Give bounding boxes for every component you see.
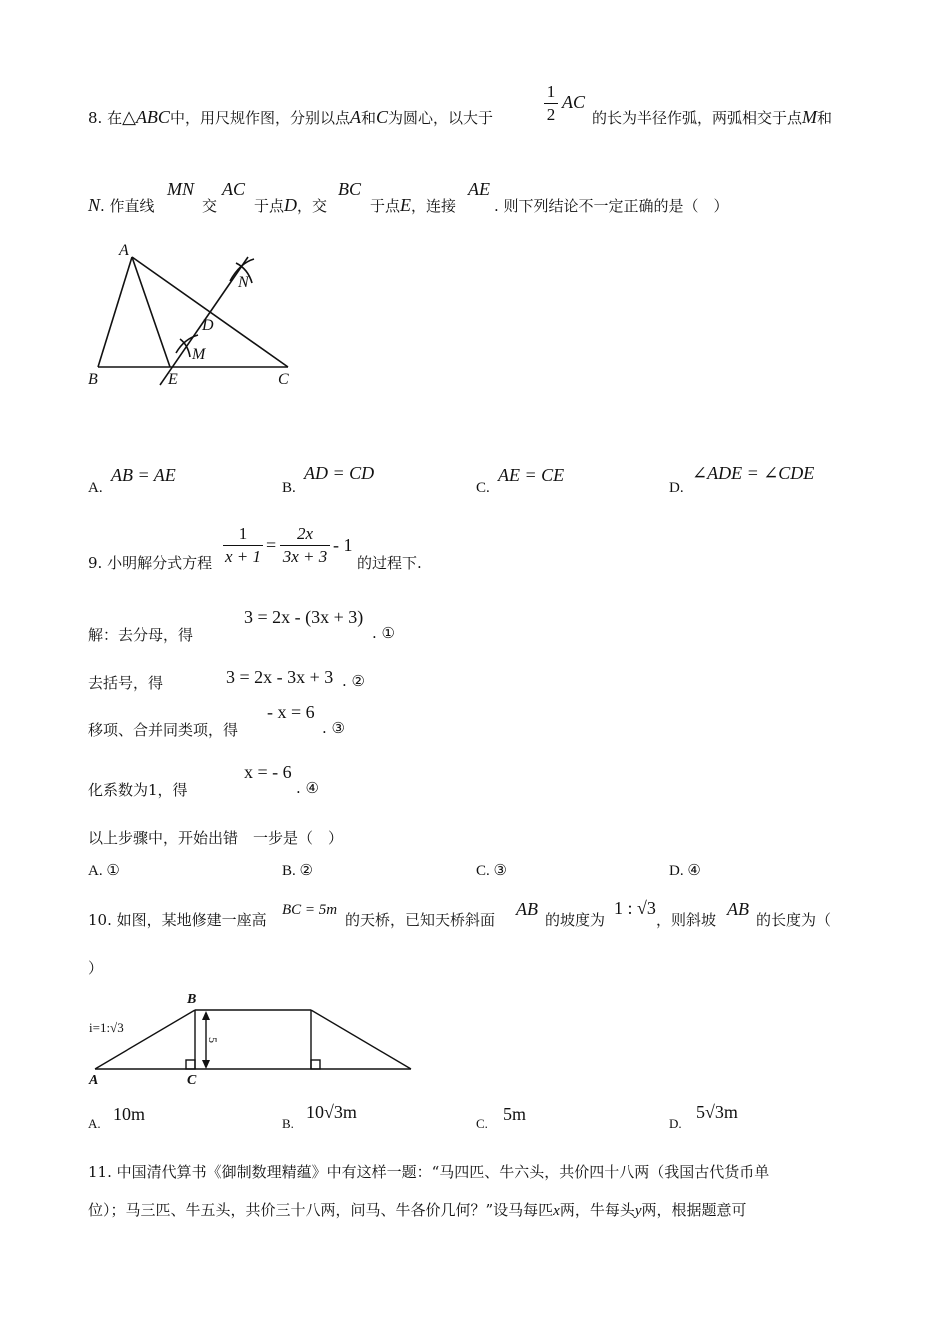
q9-lhs-num: 1: [238, 524, 248, 543]
q9-option-a-letter: A.: [88, 863, 103, 879]
q8-text-j: 于点: [370, 197, 401, 215]
fig10-slope-label: i=1:√3: [89, 1020, 124, 1035]
q10-bc-eq: [282, 902, 337, 919]
fraction-bar: [223, 545, 263, 546]
q9-step2-expr: 3 = 2x - 3x + 3: [226, 667, 334, 687]
q9-step3-label: 移项、合并同类项，得: [88, 721, 239, 739]
arrow-up-icon: [202, 1011, 210, 1020]
q9-option-c-text: ③: [493, 863, 507, 879]
q11-text-b: 两，牛每头: [559, 1201, 635, 1219]
q8-text-g: . 作直线: [100, 197, 155, 215]
q9-lhs-fraction: [223, 524, 263, 567]
q9-step4-mark: . ④: [296, 779, 319, 797]
q9-option-d[interactable]: [669, 861, 701, 880]
q8-line2: [88, 195, 155, 216]
q8-point-m: M: [802, 107, 818, 127]
q8-ae: AE: [468, 179, 490, 199]
q10-ratio: 1 : √3: [614, 898, 656, 918]
fig10-label-a: A: [89, 1073, 99, 1088]
q10-figure: [85, 985, 425, 1095]
q8-abc: ABC: [135, 107, 170, 127]
fig10-height-label: 5: [206, 1037, 220, 1043]
q9-rhs-den: 3x + 3: [282, 547, 328, 566]
q11-text-c: 两，根据题意可: [641, 1201, 747, 1219]
fig8-label-d: D: [202, 317, 214, 334]
q8-text-i: ，交: [297, 197, 328, 215]
q9-option-a[interactable]: [88, 861, 120, 880]
q11-line2: [88, 1199, 747, 1220]
q10-line1-c: 的坡度为: [545, 911, 606, 929]
q8-text-c: 和: [360, 109, 376, 127]
q8-ac: AC: [562, 92, 586, 112]
q8-point-n: N: [88, 195, 101, 215]
q10-option-c-letter[interactable]: C.: [476, 1116, 488, 1131]
fraction-bar: [280, 545, 330, 546]
q9-lhs-den: x + 1: [224, 547, 262, 566]
q10-line1-e: 的长度为（: [756, 911, 832, 929]
q10-line1-a: 10. 如图，某地修建一座高: [88, 911, 267, 929]
q8-point-c: C: [375, 107, 388, 127]
fig8-label-b: B: [88, 371, 98, 388]
q8-option-d[interactable]: ∠ADE = ∠CDE: [692, 463, 815, 483]
q8-line1: [88, 107, 493, 128]
q8-option-d-letter[interactable]: D.: [669, 480, 684, 496]
q8-half-den: 2: [546, 105, 556, 124]
right-angle-right: [311, 1060, 320, 1069]
q10-ab: AB: [516, 899, 538, 919]
q9-rhs-num: 2x: [296, 524, 314, 543]
q9-option-b[interactable]: [282, 861, 313, 880]
q9-option-c-letter: C.: [476, 863, 490, 879]
q11-var-x: x: [553, 1203, 560, 1219]
q10-option-a-letter[interactable]: A.: [88, 1116, 101, 1131]
q9-rhs-fraction: [280, 524, 330, 567]
q8-question-tail: . 则下列结论不一定正确的是（ ）: [494, 197, 729, 215]
q8-figure: [80, 235, 300, 405]
q9-step4-expr: x = - 6: [244, 762, 292, 782]
q9-step1-mark: . ①: [372, 624, 395, 642]
q8-line2-mid2: [370, 195, 456, 216]
q8-half-fraction: [544, 82, 558, 125]
q8-text-e: 的长为半径作弧，两弧相交于点: [592, 109, 803, 127]
q11-text-a: 位）；马三匹、牛五头，共价三十八两，问马、牛各价几何？”设马每匹: [88, 1201, 554, 1219]
q8-option-c-letter[interactable]: C.: [476, 480, 490, 496]
q10-option-c[interactable]: 5m: [503, 1104, 527, 1124]
q8-ac2: AC: [222, 179, 246, 199]
fig8-label-a: A: [119, 242, 129, 259]
fig10-label-c: C: [187, 1073, 197, 1088]
q8-text-a: 8. 在: [88, 109, 123, 127]
q8-text-b: 中，用尺规作图，分别以点: [169, 109, 350, 127]
q8-option-b[interactable]: AD = CD: [304, 463, 375, 483]
q8-option-a[interactable]: AB = AE: [111, 465, 176, 485]
q8-option-b-letter[interactable]: B.: [282, 480, 296, 496]
q9-step2-mark: . ②: [342, 672, 365, 690]
q10-option-d[interactable]: 5√3m: [696, 1102, 738, 1122]
q9-step4-label: 化系数为1，得: [88, 781, 188, 799]
q10-option-b-letter[interactable]: B.: [282, 1116, 294, 1131]
q10-option-b[interactable]: 10√3m: [306, 1102, 357, 1122]
fig8-label-m: M: [192, 346, 206, 363]
q10-line1-d: ，则斜坡: [656, 911, 717, 929]
q9-question: 以上步骤中，开始出错 一步是（ ）: [88, 829, 344, 847]
q8-point-e: E: [400, 195, 412, 215]
q9-equals: =: [266, 535, 277, 555]
q8-half-num: 1: [546, 82, 556, 101]
q10-line1-b: 的天桥，已知天桥斜面: [345, 911, 496, 929]
fraction-bar: [544, 103, 558, 104]
segment-ae: [132, 257, 170, 367]
q10-option-d-letter[interactable]: D.: [669, 1116, 682, 1131]
q11-var-y: y: [634, 1203, 642, 1219]
q9-option-a-text: ①: [106, 863, 120, 879]
slope-ab: [95, 1010, 195, 1069]
q8-intersect: 交: [202, 197, 218, 215]
q8-point-a: A: [349, 107, 361, 127]
q9-minus-one: - 1: [333, 535, 353, 555]
q8-point-d: D: [284, 195, 298, 215]
q8-option-c[interactable]: AE = CE: [498, 465, 565, 485]
q9-step3-expr: - x = 6: [267, 702, 315, 722]
fig10-label-b: B: [187, 992, 197, 1007]
q8-text-k: ，连接: [411, 197, 457, 215]
triangle-symbol: △: [122, 107, 136, 127]
slope-right: [311, 1010, 411, 1069]
q8-text-h: 于点: [254, 197, 285, 215]
q9-intro: 9. 小明解分式方程: [88, 554, 213, 572]
q9-step2-label: 去括号，得: [88, 674, 164, 692]
q10-option-a[interactable]: 10m: [113, 1104, 146, 1124]
segment-ab: [98, 257, 132, 367]
q9-option-b-text: ②: [299, 863, 313, 879]
q8-bc: BC: [338, 179, 362, 199]
fig8-label-n: N: [238, 274, 249, 291]
q9-step3-mark: . ③: [322, 719, 345, 737]
q8-line2-mid: [254, 195, 327, 216]
q8-mn: MN: [167, 179, 194, 199]
q8-text-f: 和: [817, 109, 833, 127]
q9-step1-label: 解：去分母，得: [88, 626, 194, 644]
q10-ab2: AB: [727, 899, 749, 919]
arrow-down-icon: [202, 1060, 210, 1069]
q11-line1: 11. 中国清代算书《御制数理精蕴》中有这样一题：“马四匹、牛六头，共价四十八两（我国古代货币单: [88, 1163, 770, 1181]
q9-option-c[interactable]: [476, 861, 507, 880]
right-angle-c: [186, 1060, 195, 1069]
fig8-label-e: E: [168, 371, 178, 388]
q8-option-a-letter[interactable]: A.: [88, 480, 103, 496]
q9-step1-expr: 3 = 2x - (3x + 3): [244, 607, 364, 627]
q9-option-d-text: ④: [687, 863, 701, 879]
q8-line1-tail: [592, 107, 832, 128]
q8-text-d: 为圆心，以大于: [387, 109, 493, 127]
q9-intro-tail: 的过程下.: [357, 554, 422, 572]
q9-option-b-letter: B.: [282, 863, 296, 879]
q10-bc-eq-text: BC = 5m: [282, 902, 338, 918]
q9-option-d-letter: D.: [669, 863, 684, 879]
fig8-label-c: C: [278, 371, 289, 388]
q10-line2: ）: [88, 959, 104, 977]
